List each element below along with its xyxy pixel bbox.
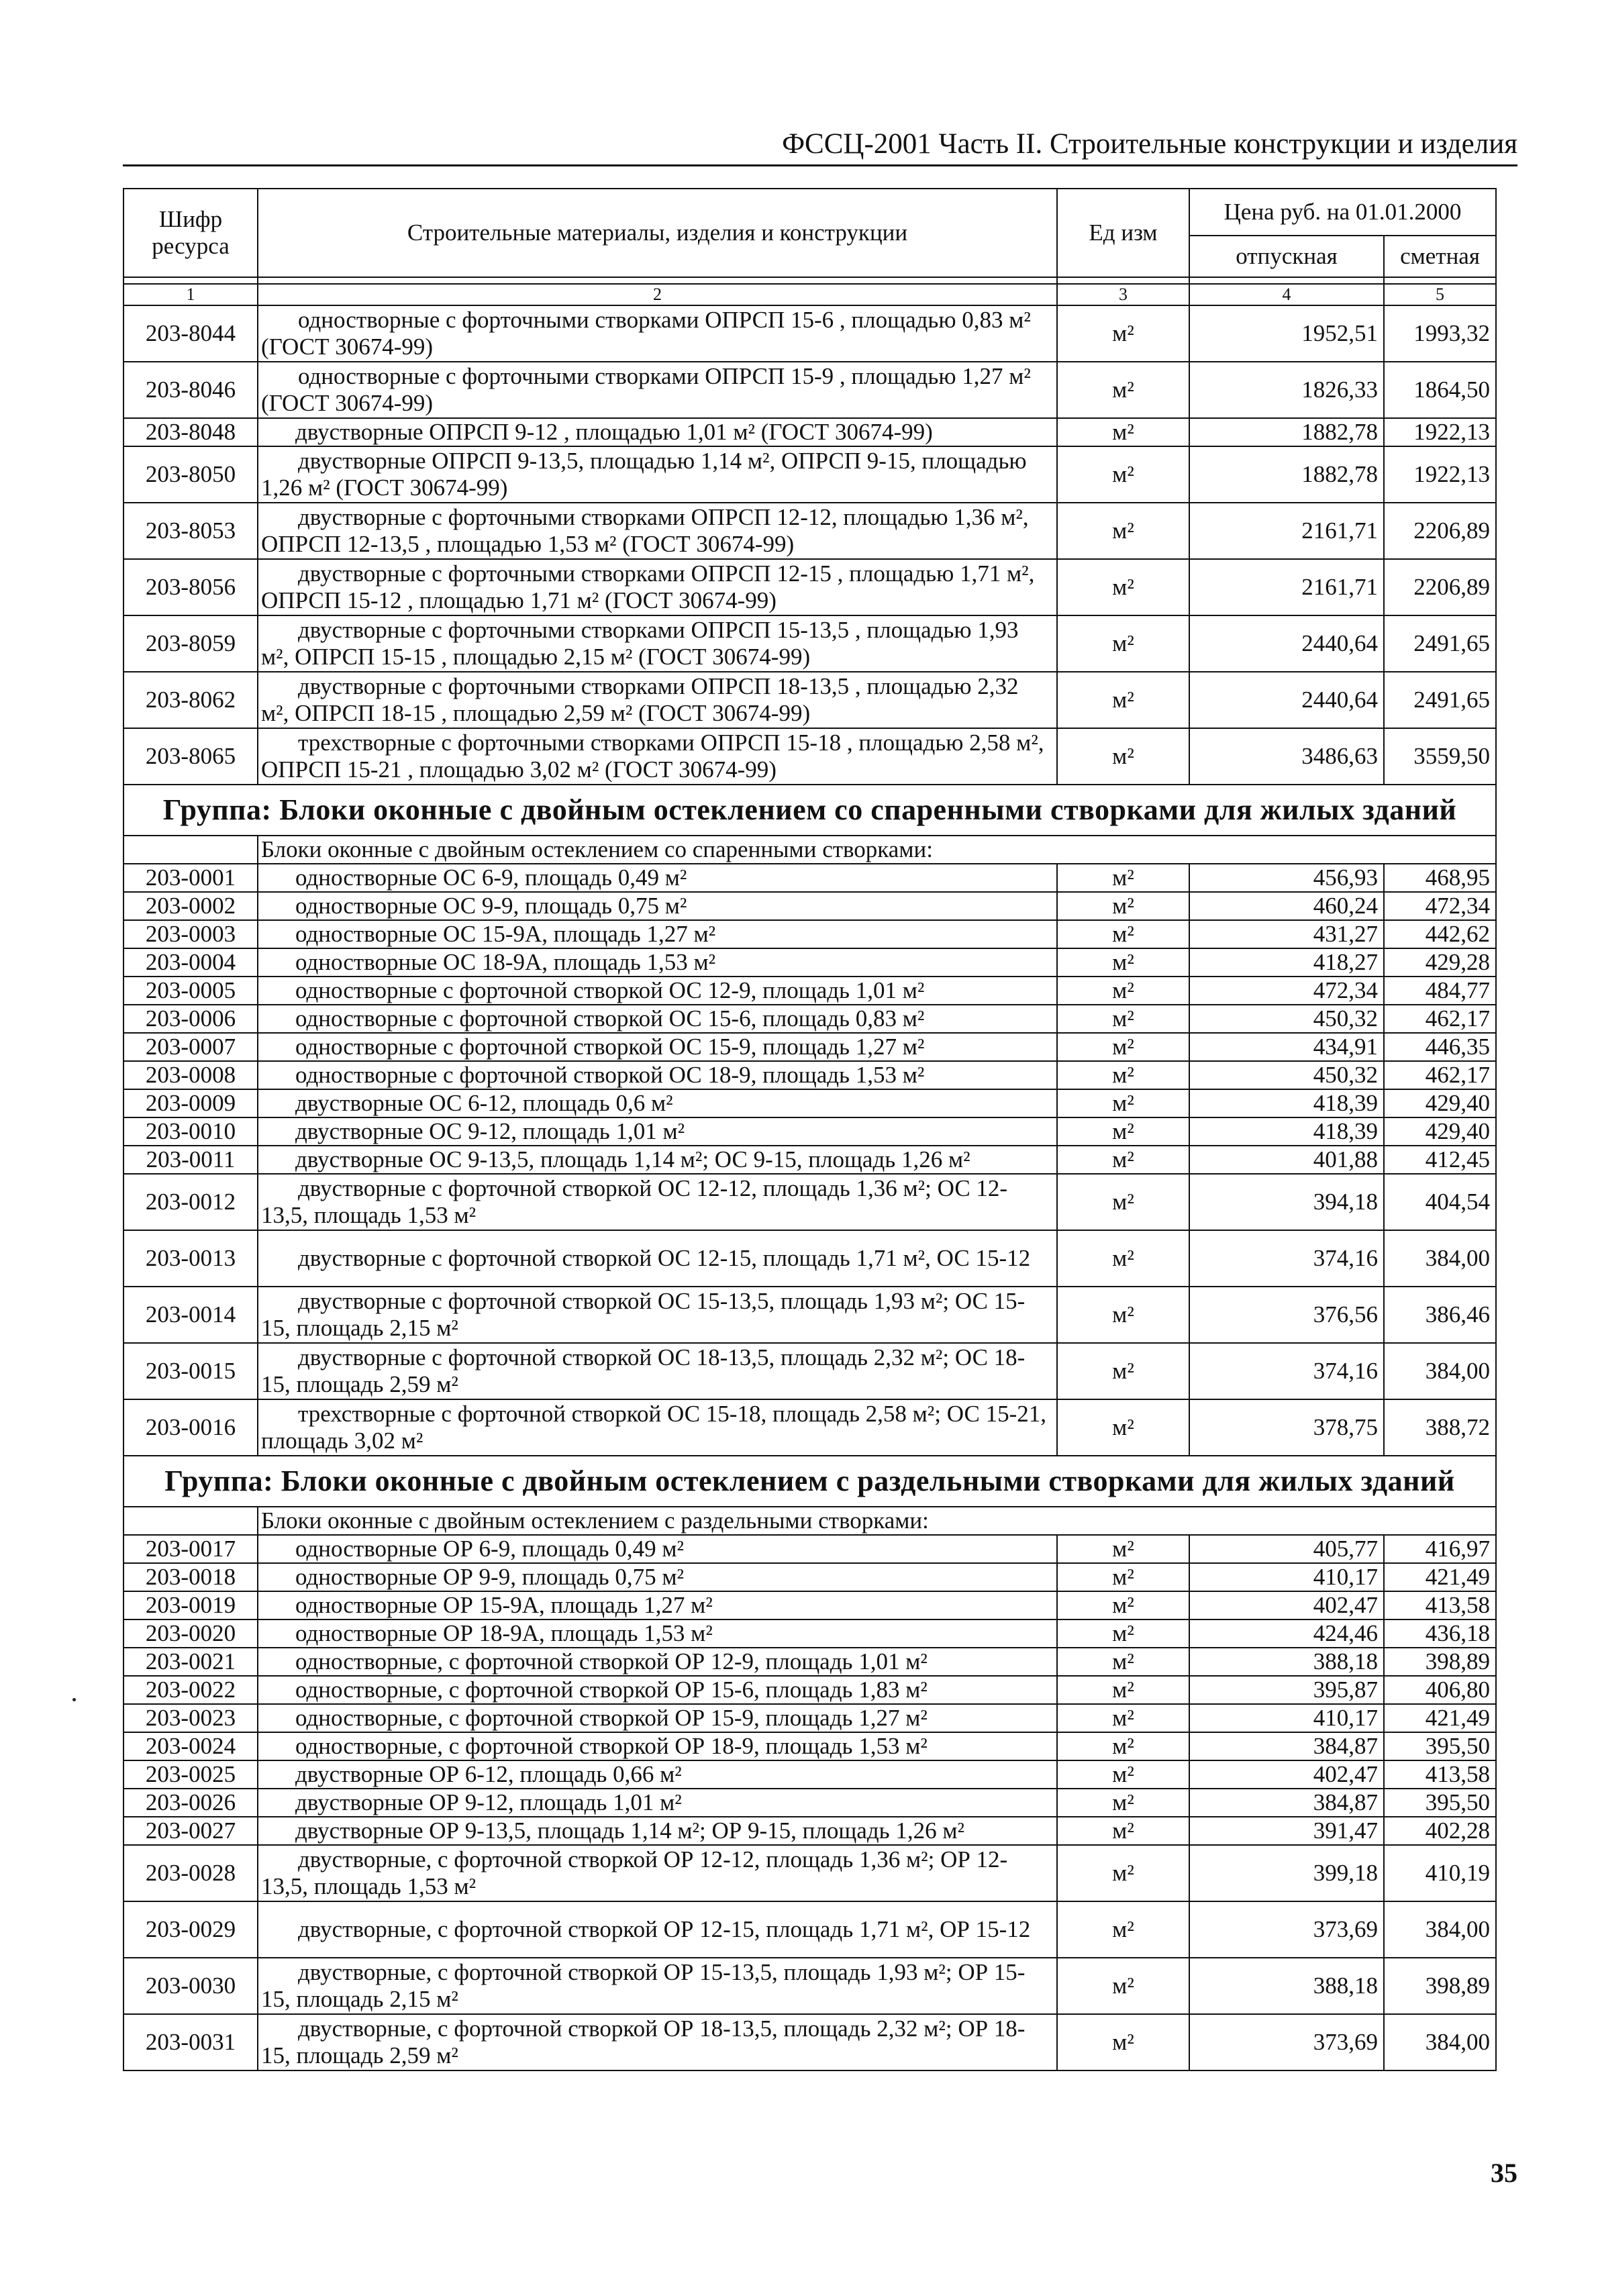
row-description: двустворные, с форточной створкой ОР 12-12, площадь 1,36 м²; ОР 12-13,5, площадь 1,53 м²	[258, 1845, 1057, 1901]
table-row	[123, 1005, 1496, 1033]
table-row	[123, 2014, 1496, 2070]
row-code: 203-8059	[123, 615, 258, 672]
row-price-estimate: 1922,13	[1384, 418, 1496, 446]
row-description: одностворные с форточной створкой ОС 12-9, площадь 1,01 м²	[258, 977, 1057, 1005]
row-unit: м²	[1057, 1901, 1189, 1958]
table-row	[123, 864, 1496, 892]
row-unit: м²	[1057, 1287, 1189, 1343]
row-unit: м²	[1057, 864, 1189, 892]
row-price-estimate: 3559,50	[1384, 728, 1496, 785]
row-unit: м²	[1057, 977, 1189, 1005]
row-unit: м²	[1057, 1789, 1189, 1817]
row-code: 203-0030	[123, 1958, 258, 2014]
row-price-estimate: 468,95	[1384, 864, 1496, 892]
table-row	[123, 1343, 1496, 1399]
row-price-release: 401,88	[1189, 1146, 1384, 1174]
row-price-release: 410,17	[1189, 1704, 1384, 1732]
row-price-release: 399,18	[1189, 1845, 1384, 1901]
row-price-estimate: 2491,65	[1384, 672, 1496, 728]
row-price-estimate: 410,19	[1384, 1845, 1496, 1901]
row-unit: м²	[1057, 1591, 1189, 1619]
row-description: трехстворные с форточными створками ОПРСП 15-18 , площадью 2,58 м², ОПРСП 15-21 , площадью 3,02 м² (ГОСТ 30674-99)	[258, 728, 1057, 785]
header-name: Строительные материалы, изделия и конструкции	[258, 189, 1057, 277]
table-row	[123, 1117, 1496, 1146]
row-description: одностворные с форточной створкой ОС 18-9, площадь 1,53 м²	[258, 1061, 1057, 1089]
row-description: двустворные ОР 9-13,5, площадь 1,14 м²; ОР 9-15, площадь 1,26 м²	[258, 1817, 1057, 1845]
row-code: 203-8053	[123, 503, 258, 559]
row-price-release: 402,47	[1189, 1760, 1384, 1789]
row-unit: м²	[1057, 1648, 1189, 1676]
row-unit: м²	[1057, 362, 1189, 418]
header-code: Шифр ресурса	[123, 189, 258, 277]
row-description: одностворные ОР 18-9А, площадь 1,53 м²	[258, 1619, 1057, 1648]
row-code: 203-0014	[123, 1287, 258, 1343]
row-code: 203-0018	[123, 1563, 258, 1591]
row-code: 203-0016	[123, 1399, 258, 1456]
table-row	[123, 305, 1496, 362]
row-description: одностворные ОР 15-9А, площадь 1,27 м²	[258, 1591, 1057, 1619]
row-description: двустворные ОР 9-12, площадь 1,01 м²	[258, 1789, 1057, 1817]
row-description: двустворные с форточной створкой ОС 18-13,5, площадь 2,32 м²; ОС 18-15, площадь 2,59 м²	[258, 1343, 1057, 1399]
row-unit: м²	[1057, 1230, 1189, 1287]
row-price-estimate: 2491,65	[1384, 615, 1496, 672]
row-unit: м²	[1057, 1958, 1189, 2014]
row-description: двустворные с форточными створками ОПРСП 15-13,5 , площадью 1,93 м², ОПРСП 15-15 , площадью 2,15 м² (ГОСТ 30674-99)	[258, 615, 1057, 672]
table-header	[123, 189, 1496, 305]
row-price-release: 460,24	[1189, 892, 1384, 920]
table-row	[123, 1089, 1496, 1117]
row-description: двустворные ОС 9-13,5, площадь 1,14 м²; ОС 9-15, площадь 1,26 м²	[258, 1146, 1057, 1174]
row-code: 203-0029	[123, 1901, 258, 1958]
row-price-estimate: 462,17	[1384, 1061, 1496, 1089]
row-code: 203-8048	[123, 418, 258, 446]
row-unit: м²	[1057, 1817, 1189, 1845]
row-code: 203-0004	[123, 948, 258, 977]
row-price-release: 431,27	[1189, 920, 1384, 948]
row-description: двустворные ОР 6-12, площадь 0,66 м²	[258, 1760, 1057, 1789]
row-price-estimate: 421,49	[1384, 1563, 1496, 1591]
row-unit: м²	[1057, 728, 1189, 785]
table-row	[123, 1563, 1496, 1591]
row-price-release: 374,16	[1189, 1230, 1384, 1287]
row-description: одностворные ОС 6-9, площадь 0,49 м²	[258, 864, 1057, 892]
row-code: 203-0008	[123, 1061, 258, 1089]
header-price-estimate: сметная	[1384, 236, 1496, 277]
row-price-release: 2440,64	[1189, 615, 1384, 672]
page-number: 35	[1491, 2158, 1517, 2188]
row-description: двустворные ОС 6-12, площадь 0,6 м²	[258, 1089, 1057, 1117]
row-price-estimate: 384,00	[1384, 1230, 1496, 1287]
row-price-estimate: 1922,13	[1384, 446, 1496, 503]
row-code: 203-8062	[123, 672, 258, 728]
column-number: 3	[1057, 284, 1189, 305]
row-code: 203-0015	[123, 1343, 258, 1399]
table-row	[123, 1399, 1496, 1456]
table-row	[123, 1061, 1496, 1089]
table-row	[123, 362, 1496, 418]
row-price-release: 378,75	[1189, 1399, 1384, 1456]
group-1-subheading: Блоки оконные с двойным остеклением со спаренными створками:	[258, 836, 1496, 864]
table-row	[123, 1648, 1496, 1676]
header-price-release: отпускная	[1189, 236, 1384, 277]
row-price-release: 450,32	[1189, 1061, 1384, 1089]
row-price-estimate: 429,40	[1384, 1117, 1496, 1146]
row-unit: м²	[1057, 1061, 1189, 1089]
row-description: одностворные, с форточной створкой ОР 15-6, площадь 1,83 м²	[258, 1676, 1057, 1704]
scan-speck	[72, 1698, 76, 1701]
row-unit: м²	[1057, 1033, 1189, 1061]
row-price-release: 2161,71	[1189, 559, 1384, 615]
row-code: 203-0031	[123, 2014, 258, 2070]
row-description: двустворные ОПРСП 9-12 , площадью 1,01 м² (ГОСТ 30674-99)	[258, 418, 1057, 446]
row-price-estimate: 429,40	[1384, 1089, 1496, 1117]
row-description: двустворные, с форточной створкой ОР 15-13,5, площадь 1,93 м²; ОР 15-15, площадь 2,15 м²	[258, 1958, 1057, 2014]
row-price-release: 384,87	[1189, 1732, 1384, 1760]
row-price-release: 402,47	[1189, 1591, 1384, 1619]
row-price-estimate: 2206,89	[1384, 559, 1496, 615]
row-price-estimate: 413,58	[1384, 1591, 1496, 1619]
table-row	[123, 1704, 1496, 1732]
row-price-estimate: 384,00	[1384, 2014, 1496, 2070]
row-price-estimate: 429,28	[1384, 948, 1496, 977]
column-number-row	[123, 284, 1496, 305]
row-description: трехстворные с форточной створкой ОС 15-18, площадь 2,58 м²; ОС 15-21, площадь 3,02 м²	[258, 1399, 1057, 1456]
table-row	[123, 1817, 1496, 1845]
row-description: двустворные с форточной створкой ОС 12-12, площадь 1,36 м²; ОС 12-13,5, площадь 1,53 м²	[258, 1174, 1057, 1230]
row-unit: м²	[1057, 1704, 1189, 1732]
table-row	[123, 1619, 1496, 1648]
table-row	[123, 1789, 1496, 1817]
column-number: 5	[1384, 284, 1496, 305]
row-price-estimate: 388,72	[1384, 1399, 1496, 1456]
row-description: двустворные, с форточной створкой ОР 12-15, площадь 1,71 м², ОР 15-12	[258, 1901, 1057, 1958]
row-price-estimate: 412,45	[1384, 1146, 1496, 1174]
table-row	[123, 1676, 1496, 1704]
table-row	[123, 977, 1496, 1005]
row-unit: м²	[1057, 503, 1189, 559]
row-code: 203-0006	[123, 1005, 258, 1033]
row-price-estimate: 395,50	[1384, 1732, 1496, 1760]
row-code: 203-0024	[123, 1732, 258, 1760]
row-unit: м²	[1057, 1732, 1189, 1760]
row-description: одностворные с форточной створкой ОС 15-9, площадь 1,27 м²	[258, 1033, 1057, 1061]
row-price-estimate: 404,54	[1384, 1174, 1496, 1230]
row-code: 203-0022	[123, 1676, 258, 1704]
row-unit: м²	[1057, 559, 1189, 615]
row-price-estimate: 436,18	[1384, 1619, 1496, 1648]
row-code: 203-8046	[123, 362, 258, 418]
table-row	[123, 728, 1496, 785]
row-code: 203-0026	[123, 1789, 258, 1817]
row-price-release: 1882,78	[1189, 446, 1384, 503]
table-row	[123, 1901, 1496, 1958]
row-unit: м²	[1057, 305, 1189, 362]
row-unit: м²	[1057, 1117, 1189, 1146]
table-row	[123, 1591, 1496, 1619]
row-code: 203-8050	[123, 446, 258, 503]
row-price-release: 1882,78	[1189, 418, 1384, 446]
row-price-release: 388,18	[1189, 1648, 1384, 1676]
row-unit: м²	[1057, 1146, 1189, 1174]
row-price-estimate: 398,89	[1384, 1958, 1496, 2014]
row-unit: м²	[1057, 418, 1189, 446]
row-price-estimate: 1864,50	[1384, 362, 1496, 418]
row-description: двустворные ОС 9-12, площадь 1,01 м²	[258, 1117, 1057, 1146]
row-code: 203-0005	[123, 977, 258, 1005]
row-code: 203-8065	[123, 728, 258, 785]
row-price-release: 2161,71	[1189, 503, 1384, 559]
row-price-release: 418,39	[1189, 1089, 1384, 1117]
table-row	[123, 615, 1496, 672]
row-price-release: 450,32	[1189, 1005, 1384, 1033]
table-row	[123, 1033, 1496, 1061]
row-code: 203-8056	[123, 559, 258, 615]
row-description: двустворные с форточными створками ОПРСП 12-15 , площадью 1,71 м², ОПРСП 15-12 , площадью 1,71 м² (ГОСТ 30674-99)	[258, 559, 1057, 615]
row-code: 203-0019	[123, 1591, 258, 1619]
column-number: 2	[258, 284, 1057, 305]
row-price-release: 384,87	[1189, 1789, 1384, 1817]
row-description: одностворные ОР 6-9, площадь 0,49 м²	[258, 1535, 1057, 1563]
row-price-release: 3486,63	[1189, 728, 1384, 785]
row-price-estimate: 2206,89	[1384, 503, 1496, 559]
row-price-estimate: 395,50	[1384, 1789, 1496, 1817]
row-unit: м²	[1057, 1399, 1189, 1456]
row-code: 203-0013	[123, 1230, 258, 1287]
row-code: 203-0028	[123, 1845, 258, 1901]
row-code: 203-8044	[123, 305, 258, 362]
row-code: 203-0010	[123, 1117, 258, 1146]
row-code: 203-0025	[123, 1760, 258, 1789]
row-unit: м²	[1057, 1174, 1189, 1230]
row-description: одностворные, с форточной створкой ОР 18-9, площадь 1,53 м²	[258, 1732, 1057, 1760]
row-price-estimate: 406,80	[1384, 1676, 1496, 1704]
row-price-release: 418,27	[1189, 948, 1384, 977]
row-price-release: 434,91	[1189, 1033, 1384, 1061]
row-description: одностворные ОС 15-9А, площадь 1,27 м²	[258, 920, 1057, 948]
row-description: двустворные с форточной створкой ОС 12-15, площадь 1,71 м², ОС 15-12	[258, 1230, 1057, 1287]
row-description: двустворные с форточными створками ОПРСП 18-13,5 , площадью 2,32 м², ОПРСП 18-15 , площадью 2,59 м² (ГОСТ 30674-99)	[258, 672, 1057, 728]
row-unit: м²	[1057, 1089, 1189, 1117]
row-price-release: 373,69	[1189, 2014, 1384, 2070]
row-unit: м²	[1057, 615, 1189, 672]
row-price-release: 1952,51	[1189, 305, 1384, 362]
row-price-estimate: 462,17	[1384, 1005, 1496, 1033]
row-description: одностворные ОС 18-9А, площадь 1,53 м²	[258, 948, 1057, 977]
table-row	[123, 1732, 1496, 1760]
row-price-estimate: 402,28	[1384, 1817, 1496, 1845]
table-row	[123, 559, 1496, 615]
row-price-estimate: 446,35	[1384, 1033, 1496, 1061]
group-2-subheading: Блоки оконные с двойным остеклением с раздельными створками:	[258, 1507, 1496, 1535]
row-unit: м²	[1057, 672, 1189, 728]
row-price-release: 2440,64	[1189, 672, 1384, 728]
column-number: 1	[123, 284, 258, 305]
table-row	[123, 503, 1496, 559]
price-table	[123, 188, 1497, 2071]
table-row	[123, 1287, 1496, 1343]
row-price-release: 1826,33	[1189, 362, 1384, 418]
row-unit: м²	[1057, 948, 1189, 977]
table-row	[123, 1230, 1496, 1287]
row-price-estimate: 384,00	[1384, 1901, 1496, 1958]
row-price-estimate: 1993,32	[1384, 305, 1496, 362]
row-price-release: 373,69	[1189, 1901, 1384, 1958]
table-row	[123, 418, 1496, 446]
row-price-estimate: 442,62	[1384, 920, 1496, 948]
row-unit: м²	[1057, 1760, 1189, 1789]
header-rule	[123, 164, 1517, 166]
row-unit: м²	[1057, 1845, 1189, 1901]
row-description: одностворные с форточными створками ОПРСП 15-6 , площадью 0,83 м² (ГОСТ 30674-99)	[258, 305, 1057, 362]
row-price-release: 395,87	[1189, 1676, 1384, 1704]
section-top	[123, 305, 1496, 785]
row-price-release: 405,77	[1189, 1535, 1384, 1563]
row-code: 203-0003	[123, 920, 258, 948]
row-price-release: 391,47	[1189, 1817, 1384, 1845]
table-row	[123, 892, 1496, 920]
table-row	[123, 1174, 1496, 1230]
row-price-estimate: 398,89	[1384, 1648, 1496, 1676]
row-unit: м²	[1057, 446, 1189, 503]
row-description: одностворные ОС 9-9, площадь 0,75 м²	[258, 892, 1057, 920]
row-price-release: 424,46	[1189, 1619, 1384, 1648]
row-unit: м²	[1057, 920, 1189, 948]
row-unit: м²	[1057, 1619, 1189, 1648]
table-row	[123, 1958, 1496, 2014]
table-row	[123, 948, 1496, 977]
row-code: 203-0021	[123, 1648, 258, 1676]
table-row	[123, 920, 1496, 948]
row-unit: м²	[1057, 1535, 1189, 1563]
row-price-estimate: 484,77	[1384, 977, 1496, 1005]
row-price-release: 410,17	[1189, 1563, 1384, 1591]
row-code: 203-0017	[123, 1535, 258, 1563]
table-row	[123, 1535, 1496, 1563]
table-row	[123, 672, 1496, 728]
row-code: 203-0011	[123, 1146, 258, 1174]
row-price-release: 472,34	[1189, 977, 1384, 1005]
table-row	[123, 1146, 1496, 1174]
row-description: одностворные с форточными створками ОПРСП 15-9 , площадью 1,27 м² (ГОСТ 30674-99)	[258, 362, 1057, 418]
table-row	[123, 1845, 1496, 1901]
row-price-estimate: 413,58	[1384, 1760, 1496, 1789]
row-description: одностворные, с форточной створкой ОР 15-9, площадь 1,27 м²	[258, 1704, 1057, 1732]
row-price-estimate: 384,00	[1384, 1343, 1496, 1399]
row-price-release: 418,39	[1189, 1117, 1384, 1146]
header-unit: Ед изм	[1057, 189, 1189, 277]
row-price-estimate: 472,34	[1384, 892, 1496, 920]
row-code: 203-0012	[123, 1174, 258, 1230]
row-price-release: 376,56	[1189, 1287, 1384, 1343]
row-description: одностворные с форточной створкой ОС 15-6, площадь 0,83 м²	[258, 1005, 1057, 1033]
row-unit: м²	[1057, 1676, 1189, 1704]
row-price-release: 456,93	[1189, 864, 1384, 892]
row-code: 203-0027	[123, 1817, 258, 1845]
row-unit: м²	[1057, 1343, 1189, 1399]
row-price-release: 374,16	[1189, 1343, 1384, 1399]
group-1-title: Группа: Блоки оконные с двойным остеклением со спаренными створками для жилых зданий	[123, 785, 1496, 836]
row-description: двустворные с форточными створками ОПРСП 12-12, площадью 1,36 м², ОПРСП 12-13,5 , площадью 1,53 м² (ГОСТ 30674-99)	[258, 503, 1057, 559]
row-unit: м²	[1057, 1005, 1189, 1033]
row-unit: м²	[1057, 2014, 1189, 2070]
header-price-group: Цена руб. на 01.01.2000	[1189, 189, 1496, 236]
column-number: 4	[1189, 284, 1384, 305]
row-code: 203-0009	[123, 1089, 258, 1117]
row-description: одностворные, с форточной створкой ОР 12-9, площадь 1,01 м²	[258, 1648, 1057, 1676]
row-price-release: 394,18	[1189, 1174, 1384, 1230]
row-code: 203-0007	[123, 1033, 258, 1061]
row-price-estimate: 416,97	[1384, 1535, 1496, 1563]
group-2-section	[123, 1456, 1496, 2070]
group-1-section	[123, 785, 1496, 1456]
group-2-title: Группа: Блоки оконные с двойным остеклением с раздельными створками для жилых зданий	[123, 1456, 1496, 1507]
row-code: 203-0002	[123, 892, 258, 920]
row-price-estimate: 421,49	[1384, 1704, 1496, 1732]
table-row	[123, 446, 1496, 503]
row-unit: м²	[1057, 1563, 1189, 1591]
row-price-estimate: 386,46	[1384, 1287, 1496, 1343]
row-description: одностворные ОР 9-9, площадь 0,75 м²	[258, 1563, 1057, 1591]
running-header: ФССЦ-2001 Часть II. Строительные конструкции и изделия	[782, 128, 1517, 160]
row-code: 203-0023	[123, 1704, 258, 1732]
row-price-release: 388,18	[1189, 1958, 1384, 2014]
row-code: 203-0020	[123, 1619, 258, 1648]
row-unit: м²	[1057, 892, 1189, 920]
row-description: двустворные с форточной створкой ОС 15-13,5, площадь 1,93 м²; ОС 15-15, площадь 2,15 м²	[258, 1287, 1057, 1343]
row-code: 203-0001	[123, 864, 258, 892]
row-description: двустворные, с форточной створкой ОР 18-13,5, площадь 2,32 м²; ОР 18-15, площадь 2,59 м²	[258, 2014, 1057, 2070]
table-row	[123, 1760, 1496, 1789]
row-description: двустворные ОПРСП 9-13,5, площадью 1,14 м², ОПРСП 9-15, площадью 1,26 м² (ГОСТ 30674-99)	[258, 446, 1057, 503]
